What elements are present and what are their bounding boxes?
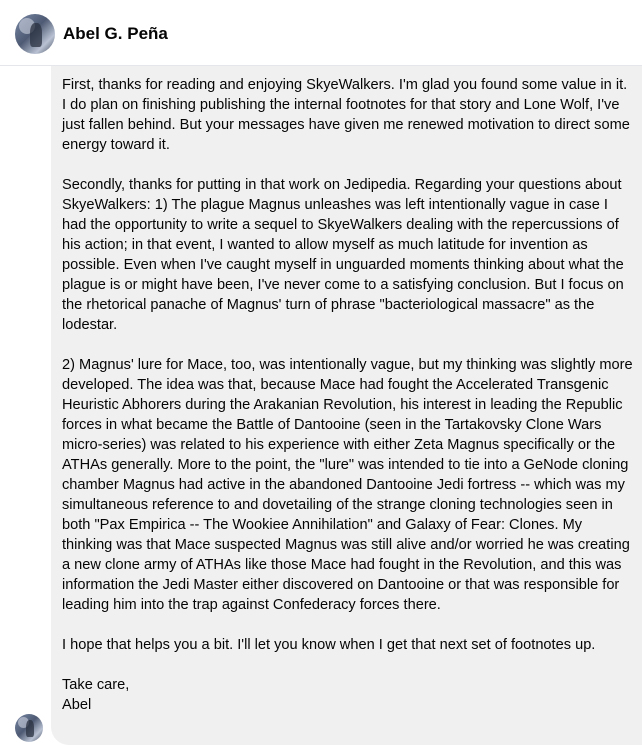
message-paragraph-4: I hope that helps you a bit. I'll let you know when I get that next set of footnotes up. bbox=[62, 637, 596, 653]
message-sender-avatar[interactable] bbox=[15, 714, 43, 742]
conversation-header bbox=[0, 0, 642, 66]
message-signoff: Take care, Abel bbox=[62, 677, 130, 713]
message-paragraph-2: Secondly, thanks for putting in that work on Jedipedia. Regarding your questions about SkyeWalkers: 1) The plague Magnus unleashes was left intentionally vague in case I had the opportunity to write a sequel to SkyeWalkers dealing with the repercussions of his action; in that event, I wanted to allow myself as much latitude for invention as possible. Even when I've caught myself in unguarded moments thinking about what the plague is or might have been, I've never come to a satisfying conclusion. But I focus on the rhetorical panache of Magnus' turn of phrase "bacteriological massacre" as the lodestar. bbox=[62, 177, 624, 333]
message-paragraph-1: First, thanks for reading and enjoying SkyeWalkers. I'm glad you found some value in it. I do plan on finishing publishing the internal footnotes for that story and Lone Wolf, I've just fallen behind. But your messages have given me renewed motivation to direct some energy toward it. bbox=[62, 77, 630, 153]
avatar-figure bbox=[26, 720, 34, 737]
message-paragraph-3: 2) Magnus' lure for Mace, too, was intentionally vague, but my thinking was slightly more developed. The idea was that, because Mace had fought the Accelerated Transgenic Heuristic Abhorers during the Arakanian Revolution, his interest in leading the Republic forces in what became the Battle of Dantooine (seen in the Tartakovsky Clone Wars micro-series) was related to his experience with either Zeta Magnus specifically or the ATHAs generally. More to the point, the "lure" was intended to tie into a GeNode cloning chamber Magnus had active in the abandoned Dantooine Jedi fortress -- which was my simultaneous reference to and dovetailing of the strange cloning technologies seen in both "Pax Empirica -- The Wookiee Annihilation" and Galaxy of Fear: Clones. My thinking was that Mace suspected Magnus was still alive and/or worried he was creating a new clone army of ATHAs like those Mace had fought in the Revolution, and this was information the Jedi Master either discovered on Dantooine or that was responsible for leading him into the trap against Confederacy forces there. bbox=[62, 357, 633, 613]
sender-name[interactable]: Abel G. Peña bbox=[63, 24, 168, 43]
sender-avatar[interactable] bbox=[15, 14, 55, 54]
message-text bbox=[62, 75, 634, 715]
avatar-figure bbox=[30, 23, 42, 47]
